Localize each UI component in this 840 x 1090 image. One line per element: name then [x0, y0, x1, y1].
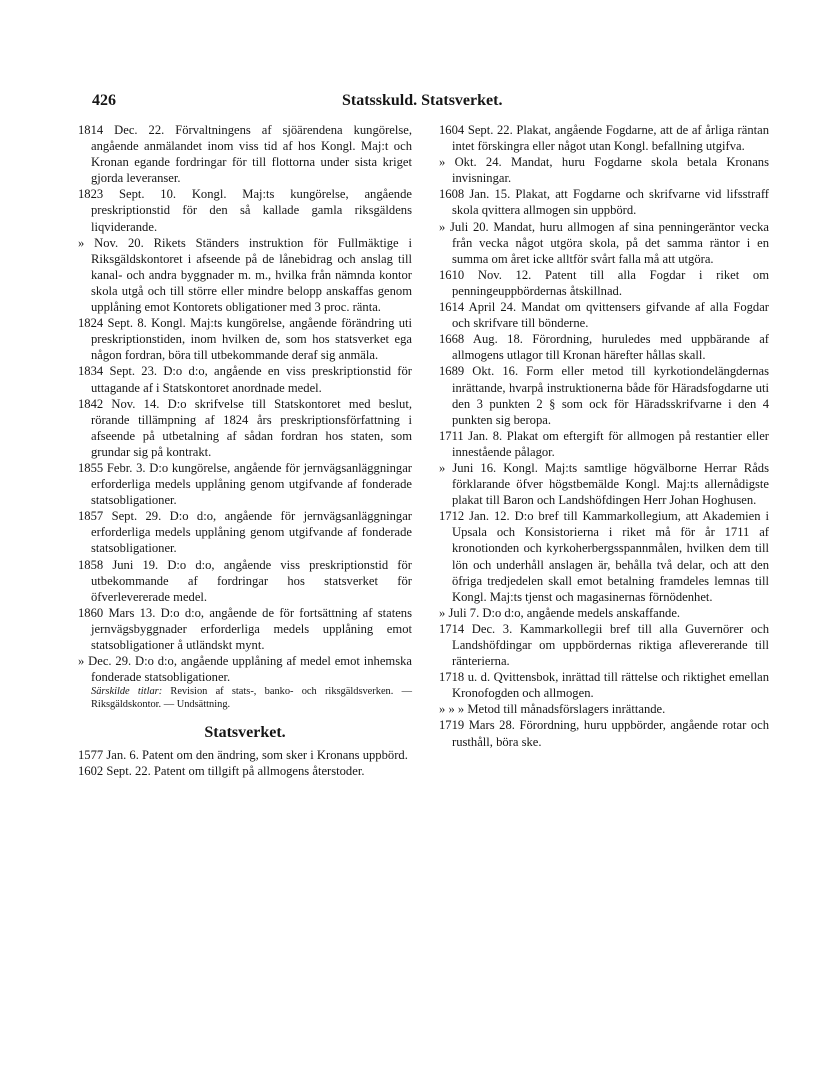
list-item: » » » Metod till månadsförslagers inrättande.	[439, 702, 666, 717]
section-heading: Statsverket.	[204, 724, 286, 742]
list-item: 1824 Sept. 8. Kongl. Maj:ts kungörelse, angående förändring uti preskriptionstiden, inom hvilken de, som hos statsverket ega någon fordran, böra till utbekommande deraf sig anmäla.	[78, 316, 412, 363]
list-item: 1711 Jan. 8. Plakat om eftergift för allmogen på restantier eller innestående pålagor.	[439, 428, 769, 459]
list-item: 1689 Okt. 16. Form eller metod till kyrkotiondelängdernas inrättande, hvarpå instruktionerna både för Häradsfogdarne uti den 3 punkten 2 § som ock för Häradsskrifvarne i den 4 punkten sig beropa.	[439, 364, 769, 427]
list-item: 1608 Jan. 15. Plakat, att Fogdarne och skrifvarne vid lifsstraff skola qvittera allmogen sin uppbörd.	[439, 187, 769, 218]
list-item: 1714 Dec. 3. Kammarkollegii bref till alla Guvernörer och Landshöfdingar om uppbördernas riktiga aflevererande till ränterierna.	[439, 621, 769, 669]
page-header	[92, 92, 754, 114]
list-item: 1712 Jan. 12. D:o bref till Kammarkollegium, att Akademien i Upsala och Konsistorierna i riket må för år 1711 af kronotionden och kyrkoherbergsspannmålen, hvilken dem till lön och underhåll anslagen är, behålla två delar, och att den öfriga tredjedelen skall emot betalning framdeles lemnas till Kongl. Maj:ts tjenst och magasinernas förnödenhet.	[439, 509, 769, 604]
note-text: Revision af stats-, banko- och riksgäldsverken. — Riksgäldskontor. — Undsättning.	[91, 686, 412, 711]
note-label: Särskilde titlar:	[91, 686, 163, 698]
list-item: » Dec. 29. D:o d:o, angående upplåning af medel emot inhemska fonderade statsobligationer.	[78, 654, 412, 685]
list-item: 1858 Juni 19. D:o d:o, angående viss preskriptionstid för utbekommande af fordringar hos statsverket för öfverlevererade medel.	[78, 557, 412, 604]
cross-reference-note	[78, 685, 412, 711]
list-item: 1834 Sept. 23. D:o d:o, angående en viss preskriptionstid för uttagande af i Statskontoret anordnade medel.	[78, 364, 412, 395]
list-item: » Okt. 24. Mandat, huru Fogdarne skola betala Kronans invisningar.	[439, 155, 769, 186]
list-item: 1602 Sept. 22. Patent om tillgift på allmogens återstoder.	[78, 764, 365, 779]
list-item: 1857 Sept. 29. D:o d:o, angående för jernvägsanläggningar erforderliga medels upplåning genom utgifvande af fonderade statsobligationer.	[78, 509, 412, 556]
list-item: » Nov. 20. Rikets Ständers instruktion för Fullmäktige i Riksgäldskontoret i afseende på de lånebidrag och anslag till kanal- och andra byggnader m. m., hvilka från nämnda kontor skola utgå och till större eller mindre belopp anskaffas genom upplåning emot Kontorets obligationer med 3 proc. ränta.	[78, 235, 412, 315]
list-item: 1860 Mars 13. D:o d:o, angående de för fortsättning af statens jernvägsbyggnader erforderliga medels upplåning emot statsobligationer å utländskt mynt.	[78, 605, 412, 652]
list-item: » Juni 16. Kongl. Maj:ts samtlige högvälborne Herrar Råds förklarande öfver högstbemälde Kongl. Maj:ts allernådigste plakat till Baron och Landshöfdingen Herr Johan Hoghusen.	[439, 460, 769, 508]
right-column	[439, 122, 769, 750]
left-column	[78, 122, 412, 779]
list-item: 1610 Nov. 12. Patent till alla Fogdar i riket om penningeuppbördernas åtskillnad.	[439, 267, 769, 298]
list-item: » Juli 7. D:o d:o, angående medels anskaffande.	[439, 605, 681, 620]
list-item: 1614 April 24. Mandat om qvittensers gifvande af alla Fogdar och skrifvare till bönderne.	[439, 300, 769, 331]
list-item: 1718 u. d. Qvittensbok, inrättad till rättelse och riktighet emellan Kronofogden och allmogen.	[439, 670, 769, 701]
list-item: 1604 Sept. 22. Plakat, angående Fogdarne, att de af årliga räntan intet förskingra eller något utan Kongl. befallning utgifva.	[439, 123, 769, 154]
running-title: Statsskuld. Statsverket.	[342, 92, 503, 109]
list-item: 1823 Sept. 10. Kongl. Maj:ts kungörelse, angående preskriptionstid för den så kallade gamla riksgäldens liqviderande.	[78, 187, 412, 234]
list-item: 1719 Mars 28. Förordning, huru uppbörder, angående rotar och rusthåll, böra ske.	[439, 718, 769, 749]
list-item: 1855 Febr. 3. D:o kungörelse, angående för jernvägsanläggningar erforderliga medels upplåning genom utgifvande af fonderade statsobligationer.	[78, 460, 412, 508]
list-item: 1577 Jan. 6. Patent om den ändring, som sker i Kronans uppbörd.	[78, 748, 408, 763]
page-number: 426	[92, 92, 116, 109]
list-item: 1668 Aug. 18. Förordning, huruledes med uppbärande af allmogens utlagor till Kronan härefter hållas skall.	[439, 332, 769, 363]
list-item: » Juli 20. Mandat, huru allmogen af sina penningeräntor vecka från vecka något utgöra skola, på det samma räntor i en summa om året icke alltför svårt falla må att utgöra.	[439, 219, 769, 266]
list-item: 1814 Dec. 22. Förvaltningens af sjöärendena kungörelse, angående anmälandet inom viss tid af hos Kongl. Maj:t och Kronan egande fordringar för till flottorna under sista kriget gjorda leveranser.	[78, 123, 412, 186]
list-item: 1842 Nov. 14. D:o skrifvelse till Statskontoret med beslut, rörande tillämpning af 1824 års preskriptionsförfattning i afseende på utbetalning af sådan fordran hos staten, som grundar sig på kontrakt.	[78, 396, 412, 459]
